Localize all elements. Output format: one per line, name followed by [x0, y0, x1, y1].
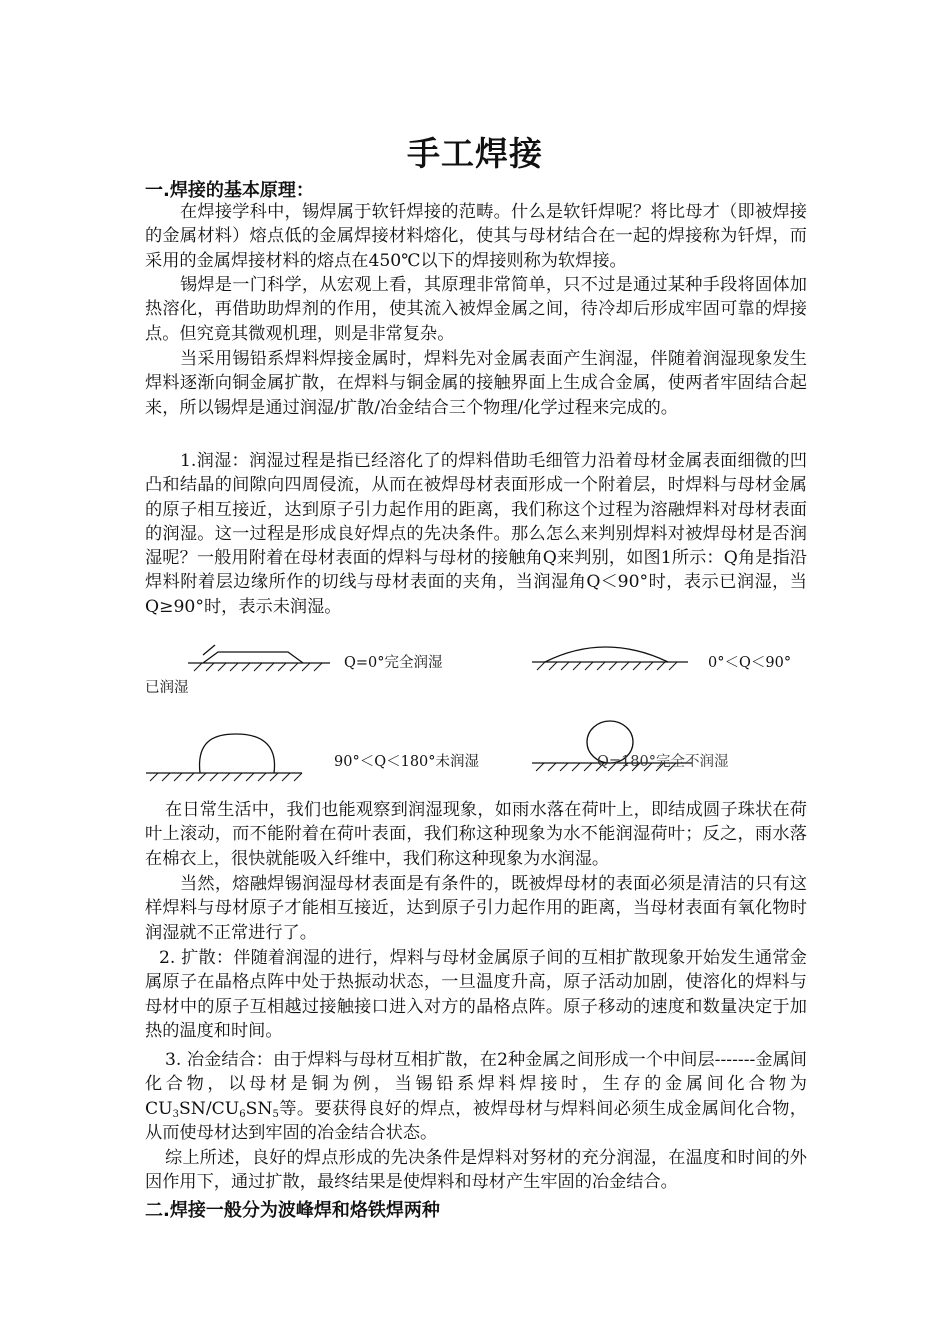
metallurgical-text-b: SN/CU — [179, 1098, 240, 1119]
paragraph-clean-surface: 当然，熔融焊锡润湿母材表面是有条件的，既被焊母材的表面必须是清洁的只有这样焊料与母材原子才能相互接近，达到原子引力起作用的距离，当母材表面有氧化物时润湿就不正常进行了。 — [145, 874, 807, 943]
paragraph-soft-soldering: 在焊接学科中，锡焊属于软钎焊接的范畴。什么是软钎焊呢？将比母才（即被焊接的金属材料）熔点低的金属焊接材料熔化，使其与母材结合在一起的焊接称为钎焊，而采用的金属焊接材料的熔点在450℃以下的焊接则称为软焊接。 — [145, 202, 807, 271]
subscript-2: 6 — [239, 1108, 246, 1120]
metallurgical-text-d: 等。要获得良好的焊点，被焊母材与焊料间必须生成金属间化合物，从而使母材达到牢固的冶金结合状态。 — [145, 1098, 807, 1143]
section-heading-principles: 一.焊接的基本原理： — [145, 180, 314, 201]
diagram-complete-wetting — [188, 645, 330, 671]
paragraph-summary: 综上所述，良好的焊点形成的先决条件是焊料对努材的充分润湿，在温度和时间的外因作用下，通过扩散，最终结果是使焊料和母材产生牢固的冶金结合。 — [145, 1148, 807, 1193]
label-complete-non-wetting: Q=180°完全不润湿 — [597, 754, 729, 770]
diagram-non-wetting — [146, 734, 302, 781]
paragraph-wetting: 1.润湿：润湿过程是指已经溶化了的焊料借助毛细管力沿着母材金属表面细微的凹凸和结晶的间隙向四周侵流，从而在被焊母材表面形成一个附着层，时焊料与母材金属的原子相互接近，达到原子引力起作用的距离，我们称这个过程为溶融焊料对母材表面的润湿。这一过程是形成良好焊点的先决条件。那么怎么来判别焊料对被焊母材是否润湿呢？一般用附着在母材表面的焊料与母材的接触角Q来判别，如图1所示：Q角是指沿焊料附着层边缘所作的切线与母材表面的夹角，当润湿角Q＜90°时，表示已润湿，当Q≥90°时，表示未润湿。 — [145, 451, 807, 617]
paragraph-diffusion: 2. 扩散：伴随着润湿的进行，焊料与母材金属原子间的互相扩散现象开始发生通常金属原子在晶格点阵中处于热振动状态，一旦温度升高，原子活动加剧，使溶化的焊料与母材中的原子互相越过接触接口进入对方的晶格点阵。原子移动的速度和数量决定于加热的温度和时间。 — [145, 948, 807, 1041]
paragraph-daily-life: 在日常生活中，我们也能观察到润湿现象，如雨水落在荷叶上，即结成圆子珠状在荷叶上滚动，而不能附着在荷叶表面，我们称这种现象为水不能润湿荷叶；反之，雨水落在棉衣上，很快就能吸入纤维中，我们称这种现象为水润湿。 — [145, 800, 807, 869]
label-non-wetting: 90°＜Q＜180°未润湿 — [334, 754, 480, 770]
label-partial-wetting-angle: 0°＜Q＜90° — [708, 655, 792, 671]
label-complete-wetting: Q=0°完全润湿 — [344, 655, 443, 671]
page-title: 手工焊接 — [407, 134, 543, 173]
subscript-1: 3 — [172, 1108, 180, 1120]
paragraph-tin-lead: 当采用锡铅系焊料焊接金属时，焊料先对金属表面产生润湿，伴随着润湿现象发生焊料逐渐向铜金属扩散，在焊料与铜金属的接触界面上生成合金属，使两者牢固结合起来，所以锡焊是通过润湿/扩散/冶金结合三个物理/化学过程来完成的。 — [145, 349, 807, 418]
metallurgical-text-a: 3. 冶金结合：由于焊料与母材互相扩散，在2种金属之间形成一个中间层-------金属间化合物，以母材是铜为例，当锡铅系焊料焊接时，生存的金属间化合物为CU — [145, 1050, 807, 1119]
paragraph-tin-soldering: 锡焊是一门科学，从宏观上看，其原理非常简单，只不过是通过某种手段将固体加热溶化，再借助助焊剂的作用，使其流入被焊金属之间，待冷却后形成牢固可靠的焊接点。但究竟其微观机理，则是非常复杂。 — [145, 275, 807, 344]
paragraph-metallurgical — [145, 1048, 807, 1145]
metallurgical-text-c: SN — [245, 1098, 273, 1119]
subscript-3: 5 — [272, 1108, 279, 1120]
diagram-partial-wetting — [532, 647, 688, 670]
section-heading-types: 二.焊接一般分为波峰焊和烙铁焊两种 — [145, 1200, 440, 1221]
label-partial-wetting: 已润湿 — [145, 680, 189, 696]
